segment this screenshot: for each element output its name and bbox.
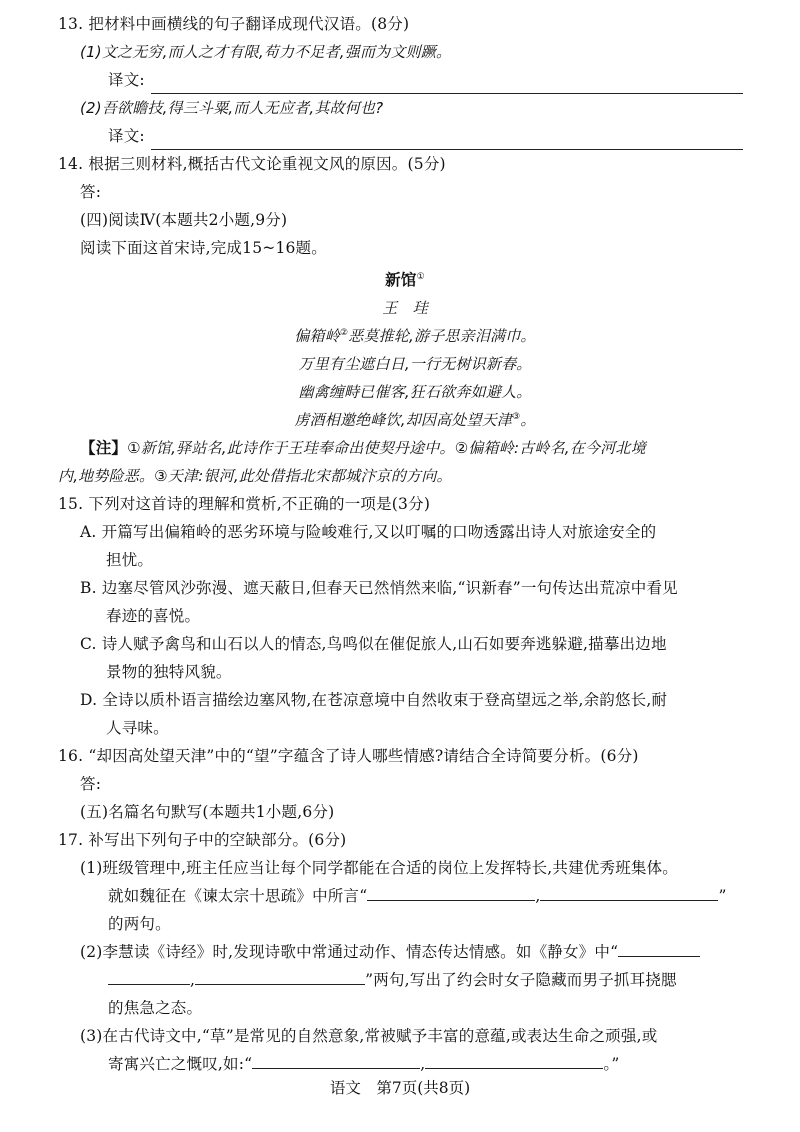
q15-option-a: A. 开篇写出偏箱岭的恶劣环境与险峻难行,又以叮嘱的口吻透露出诗人对旅途安全的 [80,523,657,541]
fill-blank [108,968,190,985]
section-5-heading: (五)名篇名句默写(本题共1小题,6分) [80,803,335,821]
q15-option-a-cont: 担忧。 [106,551,154,569]
fill-blank [618,940,700,957]
section-4-intro: 阅读下面这首宋诗,完成15~16题。 [80,239,327,257]
poem-title: 新馆① [385,271,425,289]
poem-line-2: 万里有尘遮白日,一行无树识新春。 [298,355,532,373]
fill-blank [540,884,718,901]
q14-stem: 14. 根据三则材料,概括古代文论重视文风的原因。(5分) [58,155,446,173]
fill-blank [367,884,535,901]
q13-answer-2 [58,122,752,150]
q17-item-2-end: 的焦急之态。 [108,999,203,1017]
q13-sentence-1: (1)文之无穷,而人之才有限,苟力不足者,强而为文则蹶。 [80,43,452,61]
fill-blank [195,968,365,985]
q17-item-3-blanks: 寄寓兴亡之慨叹,如:“ , 。” [58,1050,752,1078]
answer-line [151,73,743,94]
section-4-heading: (四)阅读Ⅳ(本题共2小题,9分) [80,211,288,229]
q15-option-d: D. 全诗以质朴语言描绘边塞风物,在苍凉意境中自然收束于登高望远之举,余韵悠长,耐 [80,691,668,709]
q15-option-b: B. 边塞尽管风沙弥漫、遮天蔽日,但春天已然悄然来临,“识新春”一句传达出荒凉中看见 [80,579,678,597]
q15-option-b-cont: 春迹的喜悦。 [106,607,201,625]
q17-item-3: (3)在古代诗文中,“草”是常见的自然意象,常被赋予丰富的意蕴,或表达生命之顽强,或 [80,1027,658,1045]
q15-stem: 15. 下列对这首诗的理解和赏析,不正确的一项是(3分) [58,495,431,513]
q15-option-d-cont: 人寻味。 [106,719,169,737]
q16-stem: 16. “却因高处望天津”中的“望”字蕴含了诗人哪些情感?请结合全诗简要分析。(6分) [58,747,639,765]
q14-answer-label: 答: [80,183,102,201]
poem-notes-1: 【注】①新馆,驿站名,此诗作于王珪奉命出使契丹途中。②偏箱岭:古岭名,在今河北境 [80,438,646,457]
q15-option-c: C. 诗人赋予禽鸟和山石以人的情态,鸟鸣似在催促旅人,山石如要奔逃躲避,描摹出边地 [80,635,667,653]
q15-option-c-cont: 景物的独特风貌。 [106,663,232,681]
poem-author: 王 珪 [382,299,428,317]
poem-line-4: 虏酒相邀绝峰饮,却因高处望天津③。 [294,411,536,429]
q13-sentence-2: (2)吾欲瞻技,得三斗粟,而人无应者,其故何也? [80,99,384,117]
yiwen-label: 译文: [108,127,145,145]
poem-line-3: 幽禽缠畤已催客,狂石欲奔如避人。 [298,383,532,401]
q13-answer-1 [58,66,752,94]
q17-item-2: (2)李慧读《诗经》时,发现诗歌中常通过动作、情态传达情感。如《静女》中“ [58,938,752,966]
q16-answer-label: 答: [80,775,102,793]
q13-stem: 13. 把材料中画横线的句子翻译成现代汉语。(8分) [58,15,410,33]
q17-item-1: (1)班级管理中,班主任应当让每个同学都能在合适的岗位上发挥特长,共建优秀班集体。 [80,859,679,877]
q17-item-1-blanks: 就如魏征在《谏太宗十思疏》中所言“ , ” [58,882,752,910]
page-footer: 语文 第7页(共8页) [329,1079,471,1097]
poem-notes-2: 内,地势险恶。③天津:银河,此处借指北宋都城汴京的方向。 [58,467,452,485]
yiwen-label: 译文: [108,71,145,89]
answer-line [151,129,743,150]
q17-item-2-blanks: , ”两句,写出了约会时女子隐藏而男子抓耳挠腮 [58,966,752,994]
fill-blank [252,1052,420,1069]
fill-blank [425,1052,603,1069]
q17-item-1-end: 的两句。 [108,915,171,933]
poem-line-1: 偏箱岭②恶莫推轮,游子思亲泪满巾。 [294,327,536,345]
q17-stem: 17. 补写出下列句子中的空缺部分。(6分) [58,831,347,849]
